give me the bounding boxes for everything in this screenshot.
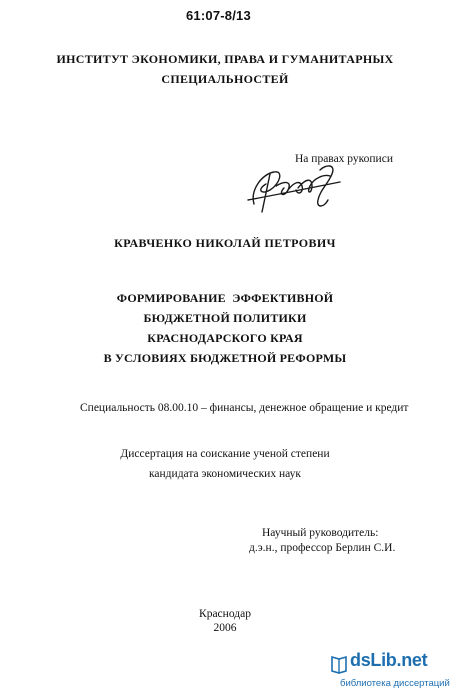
handwritten-signature: [240, 160, 350, 220]
city: Краснодар: [199, 608, 251, 620]
supervisor-block: [249, 526, 395, 556]
dslib-watermark-link[interactable]: [326, 648, 450, 699]
dissertation-title: [0, 288, 450, 368]
degree-line-1: Диссертация на соискание ученой степени: [120, 448, 330, 460]
institute-name: [0, 49, 450, 89]
year: 2006: [213, 622, 237, 634]
manuscript-rights-note: На правах рукописи: [295, 153, 393, 165]
author-name: КРАВЧЕНКО НИКОЛАЙ ПЕТРОВИЧ: [114, 236, 336, 250]
title-line-1: ФОРМИРОВАНИЕ ЭФФЕКТИВНОЙ: [116, 291, 334, 305]
place-and-year: [0, 607, 450, 635]
title-line-4: В УСЛОВИЯХ БЮДЖЕТНОЙ РЕФОРМЫ: [103, 351, 347, 365]
institute-line-2: СПЕЦИАЛЬНОСТЕЙ: [161, 72, 289, 86]
specialty-line: Специальность 08.00.10 – финансы, денежное обращение и кредит: [80, 402, 409, 414]
supervisor-label: Научный руководитель:: [262, 527, 379, 539]
degree-statement: [0, 444, 450, 484]
supervisor-name: д.э.н., профессор Берлин С.И.: [249, 542, 396, 554]
archive-code: 61:07-8/13: [186, 8, 251, 23]
book-icon: [330, 654, 348, 674]
title-line-2: БЮДЖЕТНОЙ ПОЛИТИКИ: [143, 311, 307, 325]
watermark-logo-text: dsLib.net: [350, 650, 428, 670]
degree-line-2: кандидата экономических наук: [149, 468, 301, 480]
title-line-3: КРАСНОДАРСКОГО КРАЯ: [147, 331, 303, 345]
watermark-subtitle: библиотека диссертаций: [340, 678, 450, 689]
institute-line-1: ИНСТИТУТ ЭКОНОМИКИ, ПРАВА И ГУМАНИТАРНЫХ: [56, 52, 394, 66]
